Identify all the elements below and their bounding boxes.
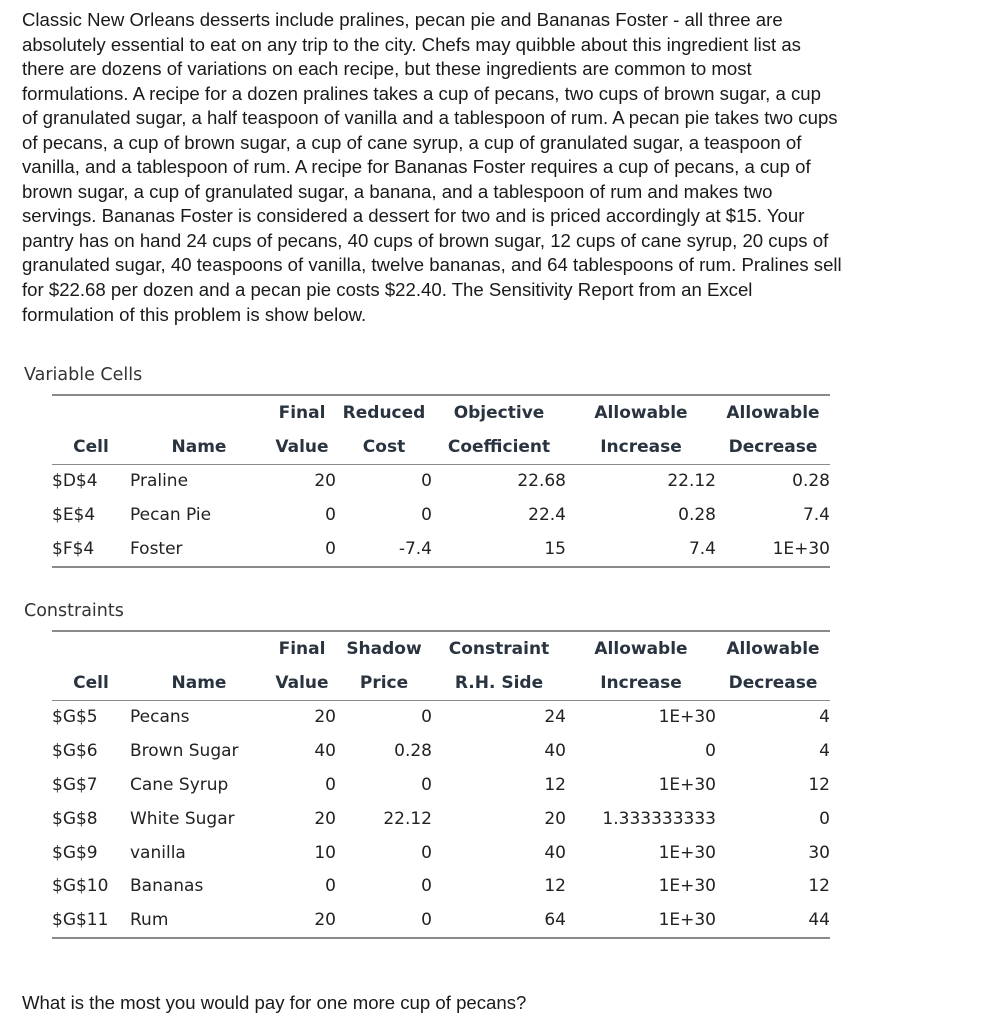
header-coefficient: Coefficient bbox=[432, 430, 566, 464]
cell-value: 7.4 bbox=[802, 505, 830, 526]
header-cell bbox=[130, 395, 268, 430]
header-final: Final bbox=[268, 395, 336, 430]
cell-value: 20 bbox=[314, 707, 336, 728]
cell-value: 40 bbox=[544, 842, 566, 863]
problem-statement bbox=[22, 8, 982, 327]
cell-value: 4 bbox=[819, 741, 830, 762]
cell-ref: $G$5 bbox=[52, 707, 98, 728]
cell-name: Pecans bbox=[130, 707, 190, 728]
cell-value: 0.28 bbox=[792, 471, 830, 492]
cell-value: 20 bbox=[314, 471, 336, 492]
cell-value: 40 bbox=[544, 741, 566, 762]
cell-value: 7.4 bbox=[566, 532, 716, 567]
question-text: What is the most you would pay for one more cup of pecans? bbox=[22, 992, 527, 1013]
header-value: Value bbox=[268, 666, 336, 700]
cell-name: Brown Sugar bbox=[130, 741, 239, 762]
constraints-table bbox=[52, 630, 830, 939]
header-value: Value bbox=[268, 430, 336, 464]
statement-line: brown sugar, a cup of granulated sugar, a banana, and a tablespoon of rum and makes two bbox=[22, 180, 773, 202]
header-constraint: Constraint bbox=[432, 631, 566, 666]
table-header-row bbox=[52, 631, 830, 666]
cell-value: 22.4 bbox=[528, 505, 566, 526]
cell-value: 0 bbox=[268, 532, 336, 567]
statement-line: for $22.68 per dozen and a pecan pie costs $22.40. The Sensitivity Report from an Excel bbox=[22, 279, 753, 301]
table-row bbox=[52, 903, 830, 938]
cell-value: 0 bbox=[819, 808, 830, 829]
cell-name: Foster bbox=[130, 532, 268, 567]
table-row bbox=[52, 870, 830, 904]
cell-ref: $D$4 bbox=[52, 471, 98, 492]
cell-ref: $G$8 bbox=[52, 808, 98, 829]
header-name: Name bbox=[130, 430, 268, 464]
cell-value: 24 bbox=[544, 707, 566, 728]
cell-value: 12 bbox=[808, 775, 830, 796]
variable-cells-title: Variable Cells bbox=[24, 365, 143, 385]
cell-value: 64 bbox=[432, 903, 566, 938]
statement-line: vanilla, and a tablespoon of rum. A recipe for Bananas Foster requires a cup of pecans, a cup of bbox=[22, 156, 811, 178]
cell-value: 0 bbox=[421, 471, 432, 492]
cell-value: 22.12 bbox=[667, 471, 716, 492]
statement-line: of granulated sugar, a half teaspoon of vanilla and a tablespoon of rum. A pecan pie takes two cups bbox=[22, 107, 838, 129]
variable-cells-table bbox=[52, 394, 830, 568]
constraints-title: Constraints bbox=[24, 601, 124, 621]
statement-line: formulation of this problem is show below. bbox=[22, 303, 367, 325]
cell-value: 0 bbox=[336, 903, 432, 938]
cell-value: -7.4 bbox=[336, 532, 432, 567]
cell-value: 0 bbox=[421, 505, 432, 526]
cell-value: 20 bbox=[268, 903, 336, 938]
cell-value: 1E+30 bbox=[716, 532, 830, 567]
cell-value: 0 bbox=[325, 876, 336, 897]
statement-line: of pecans, a cup of brown sugar, a cup of cane syrup, a cup of granulated sugar, a teaspoon of bbox=[22, 131, 802, 153]
cell-ref: $G$11 bbox=[52, 903, 130, 938]
table-row bbox=[52, 768, 830, 802]
header-cost: Cost bbox=[336, 430, 432, 464]
cell-value: 4 bbox=[819, 707, 830, 728]
cell-value: 12 bbox=[544, 775, 566, 796]
table-header-row bbox=[52, 430, 830, 464]
cell-value: 1.333333333 bbox=[602, 808, 716, 829]
statement-line: Classic New Orleans desserts include pralines, pecan pie and Bananas Foster - all three are bbox=[22, 9, 783, 30]
header-cell: Cell bbox=[52, 430, 130, 464]
cell-value: 12 bbox=[544, 876, 566, 897]
cell-name: Bananas bbox=[130, 876, 204, 897]
cell-value: 20 bbox=[544, 808, 566, 829]
cell-value: 1E+30 bbox=[658, 707, 716, 728]
header-final: Final bbox=[268, 631, 336, 666]
cell-value: 22.12 bbox=[383, 808, 432, 829]
header-allowable: Allowable bbox=[566, 631, 716, 666]
cell-name: White Sugar bbox=[130, 808, 235, 829]
header-rhs: R.H. Side bbox=[432, 666, 566, 700]
cell-value: 20 bbox=[314, 808, 336, 829]
table-row bbox=[52, 836, 830, 870]
cell-value: 1E+30 bbox=[658, 842, 716, 863]
table-row bbox=[52, 802, 830, 836]
cell-ref: $G$6 bbox=[52, 741, 98, 762]
cell-name: Rum bbox=[130, 903, 268, 938]
table-row bbox=[52, 532, 830, 567]
cell-name: Pecan Pie bbox=[130, 505, 212, 526]
cell-value: 1E+30 bbox=[658, 876, 716, 897]
table-row bbox=[52, 700, 830, 734]
header-cell: Cell bbox=[52, 666, 130, 700]
cell-value: 0 bbox=[421, 842, 432, 863]
cell-value: 1E+30 bbox=[658, 775, 716, 796]
cell-name: Cane Syrup bbox=[130, 775, 229, 796]
header-price: Price bbox=[336, 666, 432, 700]
cell-value: 40 bbox=[314, 741, 336, 762]
cell-value: 0 bbox=[705, 741, 716, 762]
statement-line: there are dozens of variations on each recipe, but these ingredients are common to most bbox=[22, 58, 752, 80]
statement-line: pantry has on hand 24 cups of pecans, 40 cups of brown sugar, 12 cups of cane syrup, 20 cups of bbox=[22, 229, 829, 251]
table-header-row bbox=[52, 666, 830, 700]
header-allowable: Allowable bbox=[716, 631, 830, 666]
cell-ref: $G$10 bbox=[52, 876, 109, 897]
cell-ref: $E$4 bbox=[52, 505, 96, 526]
table-row bbox=[52, 498, 830, 532]
statement-line: servings. Bananas Foster is considered a dessert for two and is priced accordingly at $15. Your bbox=[22, 205, 805, 227]
header-name: Name bbox=[130, 666, 268, 700]
cell-value: 44 bbox=[716, 903, 830, 938]
header-cell bbox=[130, 631, 268, 666]
cell-value: 22.68 bbox=[517, 471, 566, 492]
cell-value: 0.28 bbox=[678, 505, 716, 526]
table-header-row bbox=[52, 395, 830, 430]
header-allowable: Allowable bbox=[566, 395, 716, 430]
cell-name: vanilla bbox=[130, 842, 186, 863]
header-allowable: Allowable bbox=[716, 395, 830, 430]
cell-value: 30 bbox=[808, 842, 830, 863]
header-shadow: Shadow bbox=[336, 631, 432, 666]
header-cell bbox=[52, 395, 130, 430]
cell-ref: $F$4 bbox=[52, 532, 130, 567]
header-increase: Increase bbox=[566, 666, 716, 700]
cell-value: 10 bbox=[314, 842, 336, 863]
header-reduced: Reduced bbox=[336, 395, 432, 430]
statement-line: granulated sugar, 40 teaspoons of vanilla, twelve bananas, and 64 tablespoons of rum. Pralines sell bbox=[22, 254, 842, 276]
cell-ref: $G$7 bbox=[52, 775, 98, 796]
cell-ref: $G$9 bbox=[52, 842, 98, 863]
cell-value: 0 bbox=[325, 775, 336, 796]
table-row bbox=[52, 734, 830, 768]
cell-value: 1E+30 bbox=[566, 903, 716, 938]
cell-value: 0 bbox=[421, 876, 432, 897]
cell-value: 0 bbox=[325, 505, 336, 526]
header-decrease: Decrease bbox=[716, 666, 830, 700]
header-cell bbox=[52, 631, 130, 666]
cell-value: 0 bbox=[421, 707, 432, 728]
header-increase: Increase bbox=[566, 430, 716, 464]
cell-name: Praline bbox=[130, 471, 189, 492]
cell-value: 0.28 bbox=[394, 741, 432, 762]
cell-value: 12 bbox=[808, 876, 830, 897]
cell-value: 15 bbox=[432, 532, 566, 567]
cell-value: 0 bbox=[421, 775, 432, 796]
header-decrease: Decrease bbox=[716, 430, 830, 464]
header-objective: Objective bbox=[432, 395, 566, 430]
statement-line: formulations. A recipe for a dozen pralines takes a cup of pecans, two cups of brown sugar, a cup bbox=[22, 82, 821, 104]
statement-line: absolutely essential to eat on any trip to the city. Chefs may quibble about this ingredient list as bbox=[22, 33, 801, 55]
table-row bbox=[52, 464, 830, 498]
